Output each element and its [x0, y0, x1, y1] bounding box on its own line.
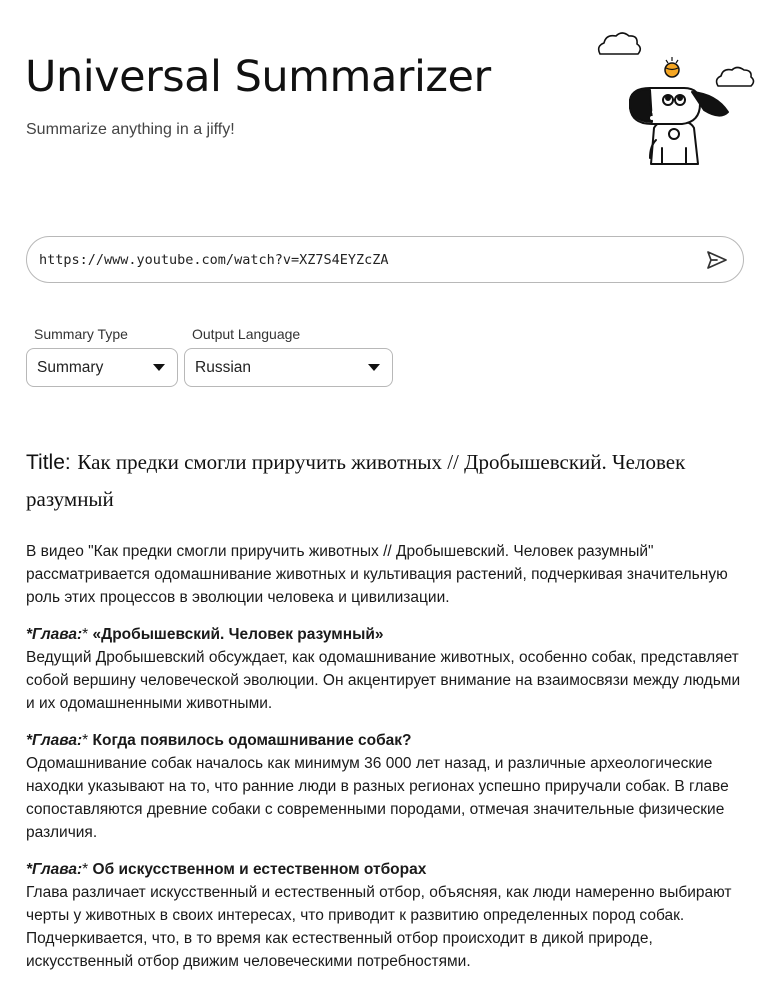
- chapter: [26, 729, 744, 844]
- chapter: [26, 623, 744, 715]
- chapter-star: *: [82, 626, 89, 643]
- chapter-title: Об искусственном и естественном отборах: [88, 861, 427, 878]
- chapter-star: *: [82, 861, 89, 878]
- chapter-text: Ведущий Дробышевский обсуждает, как одомашнивание животных, особенно собак, представляет собой вершину человеческой эволюции. Он акцентирует внимание на взаимосвязи между людьми и их одомашненными животными.: [26, 649, 741, 712]
- summary-title-text: Как предки смогли приручить животных // Дробышевский. Человек разумный: [26, 450, 686, 511]
- dog-icon: [630, 88, 728, 164]
- chapter-text: Глава различает искусственный и естественный отбор, объясняя, как люди намеренно выбирают черты у животных в своих интересах, что приводит к развитию определенных пород собак. Подчеркивается, что, в то время как естественный отбор происходит в дикой природе, искусственный отбор движим человеческими потребностями.: [26, 884, 732, 970]
- url-input[interactable]: [39, 245, 679, 275]
- chapter-heading: [26, 729, 744, 752]
- summary-title: [26, 444, 726, 517]
- url-bar: [26, 236, 744, 283]
- chevron-down-icon: [368, 364, 380, 372]
- chapter-label: *Глава:: [26, 626, 83, 643]
- chapter-title: Когда появилось одомашнивание собак?: [88, 732, 412, 749]
- summary-type-value: Summary: [37, 359, 104, 376]
- app-title: Universal Summarizer: [25, 52, 491, 102]
- summary-intro: В видео "Как предки смогли приручить животных // Дробышевский. Человек разумный" рассматривается одомашнивание животных и культивация растений, подчеркивая значительную роль этих процессов в эволюции человека и цивилизации.: [26, 543, 728, 606]
- chapter-heading: [26, 623, 744, 646]
- chapter-heading: [26, 858, 744, 881]
- cloud-icon: [717, 68, 754, 87]
- chapter-text: Одомашнивание собак началось как минимум 36 000 лет назад, и различные археологические находки указывают на то, что ранние люди в разных регионах успешно приручали собак. В главе сопоставляются древние собаки с современными породами, отмечая значительные физические различия.: [26, 755, 729, 841]
- output-language-label: Output Language: [192, 326, 301, 342]
- ball-icon: [665, 57, 679, 77]
- chapter-label: *Глава:: [26, 732, 83, 749]
- cloud-icon: [599, 33, 641, 54]
- summary-title-prefix: Title:: [26, 451, 71, 474]
- send-icon[interactable]: [705, 249, 729, 271]
- dog-mascot-illustration: [588, 28, 758, 173]
- chapter-title: «Дробышевский. Человек разумный»: [88, 626, 384, 643]
- chapter-label: *Глава:: [26, 861, 83, 878]
- summary-body: [26, 540, 744, 987]
- output-language-select[interactable]: [184, 348, 393, 387]
- summary-type-select[interactable]: [26, 348, 178, 387]
- summary-type-label: Summary Type: [34, 326, 128, 342]
- output-language-value: Russian: [195, 359, 251, 376]
- chapter-star: *: [82, 732, 89, 749]
- app-subtitle: Summarize anything in a jiffy!: [26, 121, 235, 138]
- chevron-down-icon: [153, 364, 165, 372]
- chapter: [26, 858, 744, 973]
